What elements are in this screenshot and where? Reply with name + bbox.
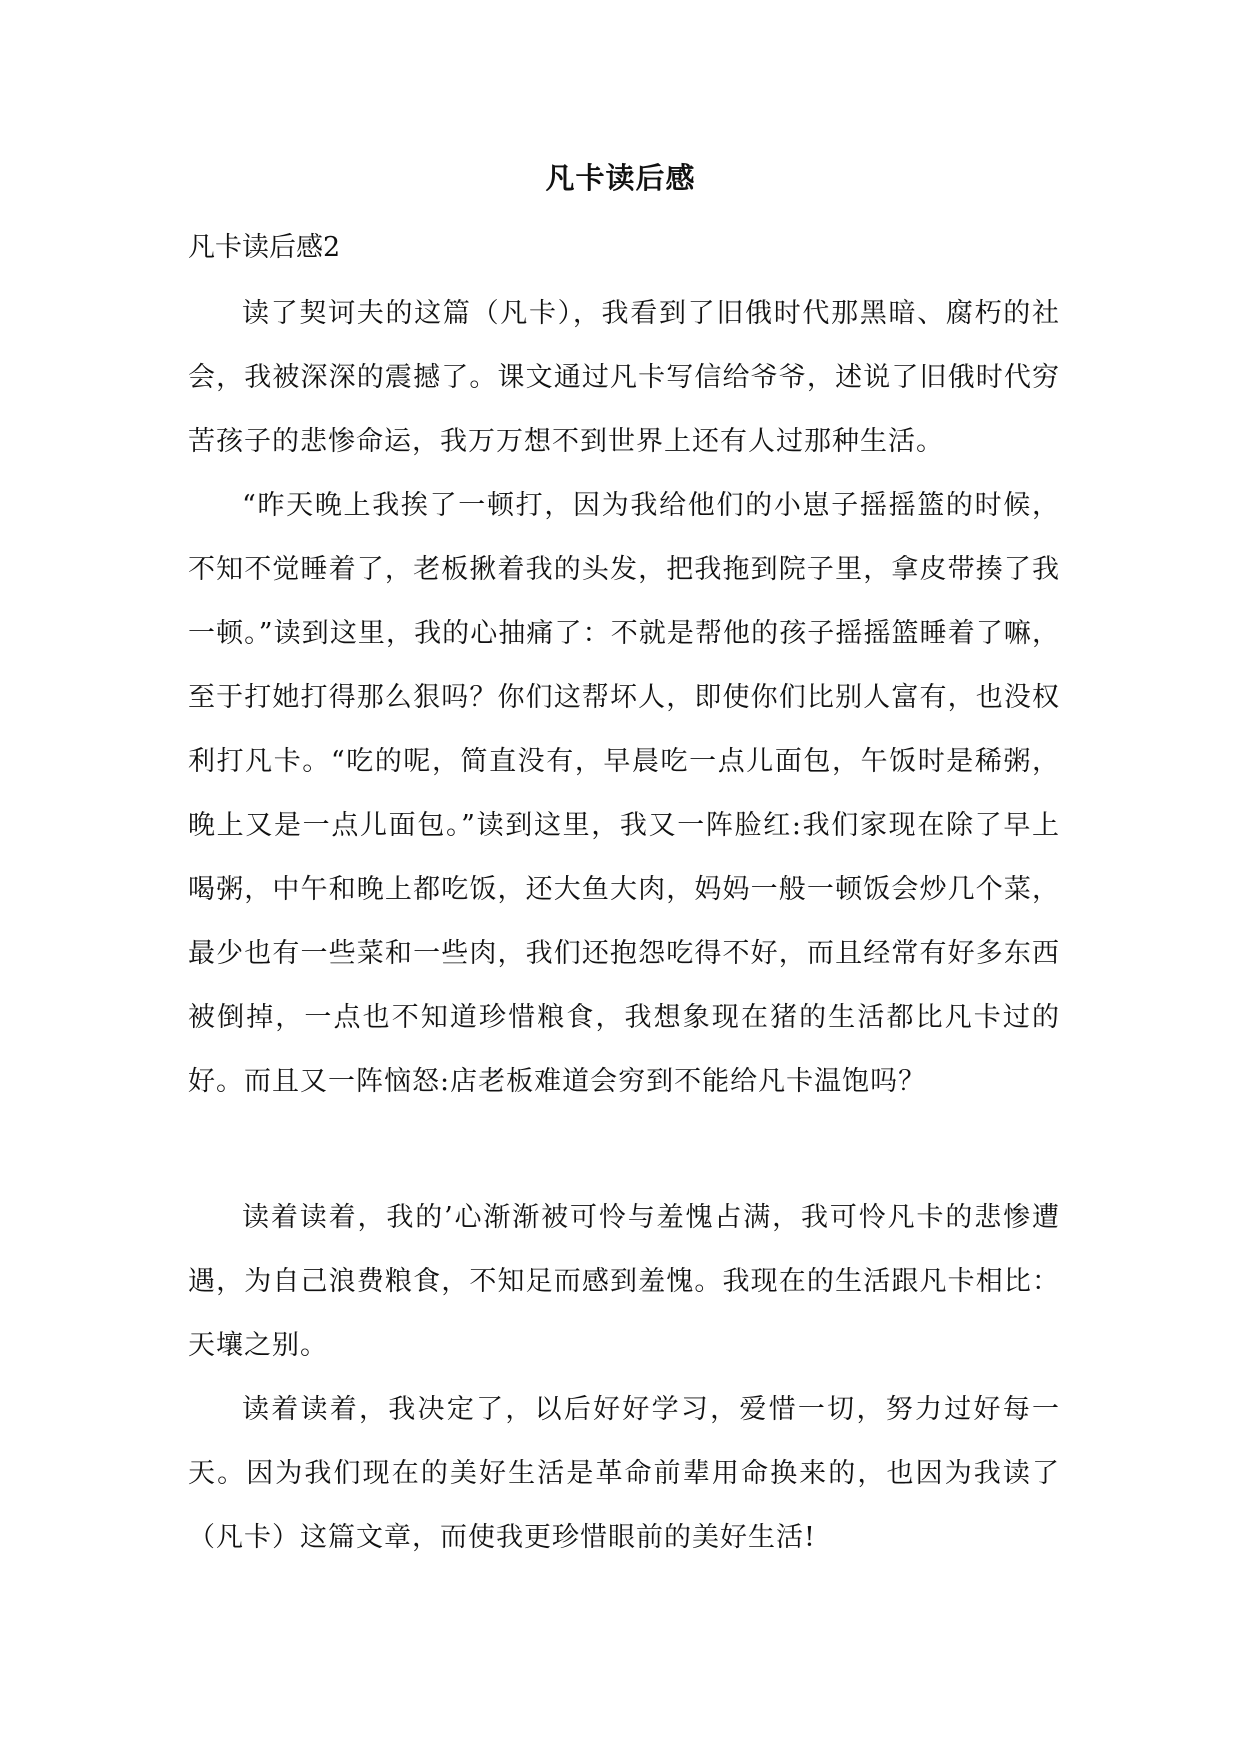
document-title: 凡卡读后感 [545,161,696,195]
paragraph-2: “昨天晚上我挨了一顿打，因为我给他们的小崽子摇摇篮的时候，不知不觉睡着了，老板揪着我的头发，把我拖到院子里，拿皮带揍了我一顿。”读到这里，我的心抽痛了：不就是帮他的孩子摇摇篮睡着了嘛，至于打她打得那么狠吗？你们这帮坏人，即使你们比别人富有，也没权利打凡卡。“吃的呢，简直没有，早晨吃一点儿面包，午饭时是稀粥，晚上又是一点儿面包。”读到这里，我又一阵脸红:我们家现在除了早上喝粥，中午和晚上都吃饭，还大鱼大肉，妈妈一般一顿饭会炒几个菜，最少也有一些菜和一些肉，我们还抱怨吃得不好，而且经常有好多东西被倒掉，一点也不知道珍惜粮食，我想象现在猪的生活都比凡卡过的好。而且又一阵恼怒:店老板难道会穷到不能给凡卡温饱吗？ [188,490,1060,1097]
paragraph-4: 读着读着，我决定了，以后好好学习，爱惜一切，努力过好每一天。因为我们现在的美好生活是革命前辈用命换来的，也因为我读了（凡卡）这篇文章，而使我更珍惜眼前的美好生活! [188,1394,1060,1553]
paragraph-1: 读了契诃夫的这篇（凡卡），我看到了旧俄时代那黑暗、腐朽的社会，我被深深的震撼了。课文通过凡卡写信给爷爷，述说了旧俄时代穷苦孩子的悲惨命运，我万万想不到世界上还有人过那种生活。 [188,298,1060,457]
paragraph-3: 读着读着，我的’心渐渐被可怜与羞愧占满，我可怜凡卡的悲惨遭遇，为自己浪费粮食，不知足而感到羞愧。我现在的生活跟凡卡相比：天壤之别。 [188,1202,1060,1361]
document-subtitle: 凡卡读后感2 [188,232,341,263]
